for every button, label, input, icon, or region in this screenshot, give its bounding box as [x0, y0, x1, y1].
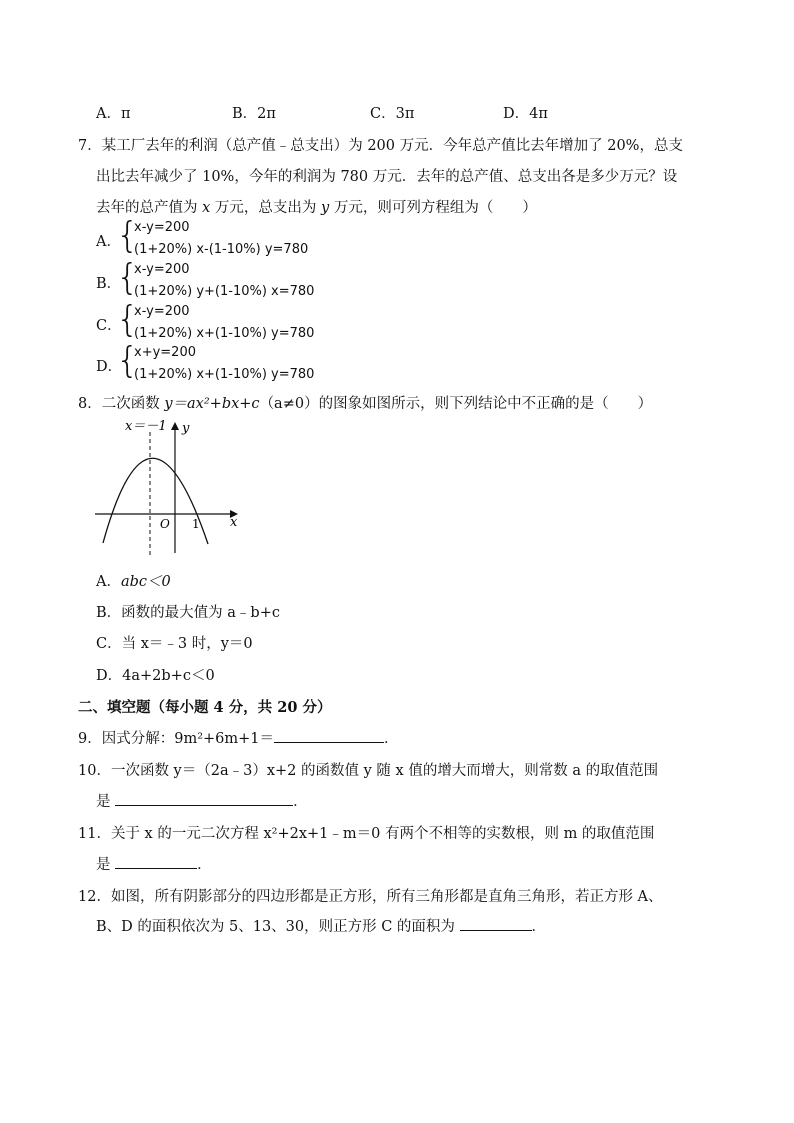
- q11-line-2: 是 ．: [96, 853, 212, 874]
- q7-option-a-eq2: (1+20%) x-(1-10%) y=780: [134, 242, 309, 257]
- q7-option-d-eq1: x+y=200: [134, 345, 196, 360]
- q12-line-2: B、D 的面积依次为 5、13、30，则正方形 C 的面积为 ．: [96, 915, 546, 936]
- q7-option-b-label: B．: [96, 276, 122, 292]
- q12-answer-blank[interactable]: [460, 916, 532, 931]
- q6-option-a: A．π: [96, 106, 131, 122]
- y-label: y: [182, 421, 190, 436]
- q9: 9．因式分解：9m²+6m+1＝ ．: [78, 727, 399, 748]
- q11-answer-blank[interactable]: [115, 854, 197, 869]
- q7-option-a-eq1: x-y=200: [134, 220, 190, 235]
- q7-option-b-eq1: x-y=200: [134, 262, 190, 277]
- q7-line-3: 去年的总产值为 x 万元，总支出为 y 万元，则可列方程组为（ ）: [96, 200, 537, 216]
- q7-line-1: 7．某工厂去年的利润（总产值﹣总支出）为 200 万元．今年总产值比去年增加了 20%，总支: [78, 138, 683, 154]
- axis-line-label: x＝－1: [125, 419, 167, 434]
- q7-option-c-label: C．: [96, 318, 122, 334]
- q8-option-a: A．abc＜0: [96, 574, 171, 590]
- q6-option-c: C．3π: [370, 106, 415, 122]
- q7-option-c-eq2: (1+20%) x+(1-10%) y=780: [134, 326, 315, 341]
- q8-option-d: D．4a+2b+c＜0: [96, 668, 215, 684]
- q7-option-c-eq1: x-y=200: [134, 304, 190, 319]
- q7-option-b-eq2: (1+20%) y+(1-10%) x=780: [134, 284, 315, 299]
- section-heading-fill-blank: 二、填空题（每小题 4 分，共 20 分）: [78, 699, 332, 716]
- q12-line-1: 12．如图，所有阴影部分的四边形都是正方形，所有三角形都是直角三角形，若正方形 A、: [78, 889, 663, 905]
- x-label: x: [230, 515, 238, 530]
- q10-line-2: 是 ．: [96, 790, 308, 811]
- brace-d: {: [116, 340, 139, 381]
- q6-option-b: B．2π: [232, 106, 276, 122]
- q6-option-d: D．4π: [503, 106, 548, 122]
- parabola-graph: [90, 418, 250, 558]
- q10-answer-blank[interactable]: [115, 791, 293, 806]
- q8-option-b: B．函数的最大值为 a﹣b+c: [96, 605, 280, 621]
- q7-option-a-label: A．: [96, 234, 121, 250]
- q7-line-2: 出比去年减少了 10%，今年的利润为 780 万元．去年的总产值、总支出各是多少万元？设: [96, 169, 678, 185]
- brace-c: {: [116, 299, 139, 340]
- origin-label: O: [160, 517, 170, 531]
- q10-line-1: 10．一次函数 y＝（2a﹣3）x+2 的函数值 y 随 x 值的增大而增大，则常数 a 的取值范围: [78, 763, 659, 779]
- q7-option-d-eq2: (1+20%) x+(1-10%) y=780: [134, 367, 315, 382]
- brace-a: {: [116, 215, 139, 256]
- parabola-curve: [103, 458, 208, 544]
- q8-stem: 8．二次函数 y＝ax²+bx+c（a≠0）的图象如图所示，则下列结论中不正确的是（ ）: [78, 396, 653, 412]
- q7-option-d-label: D．: [96, 359, 123, 375]
- one-label: 1: [192, 517, 200, 531]
- brace-b: {: [116, 257, 139, 298]
- y-axis-arrow: [171, 422, 179, 430]
- q9-answer-blank[interactable]: [274, 728, 384, 743]
- q11-line-1: 11．关于 x 的一元二次方程 x²+2x+1﹣m＝0 有两个不相等的实数根，则 m 的取值范围: [78, 826, 655, 842]
- q8-option-c: C．当 x＝﹣3 时，y＝0: [96, 636, 253, 652]
